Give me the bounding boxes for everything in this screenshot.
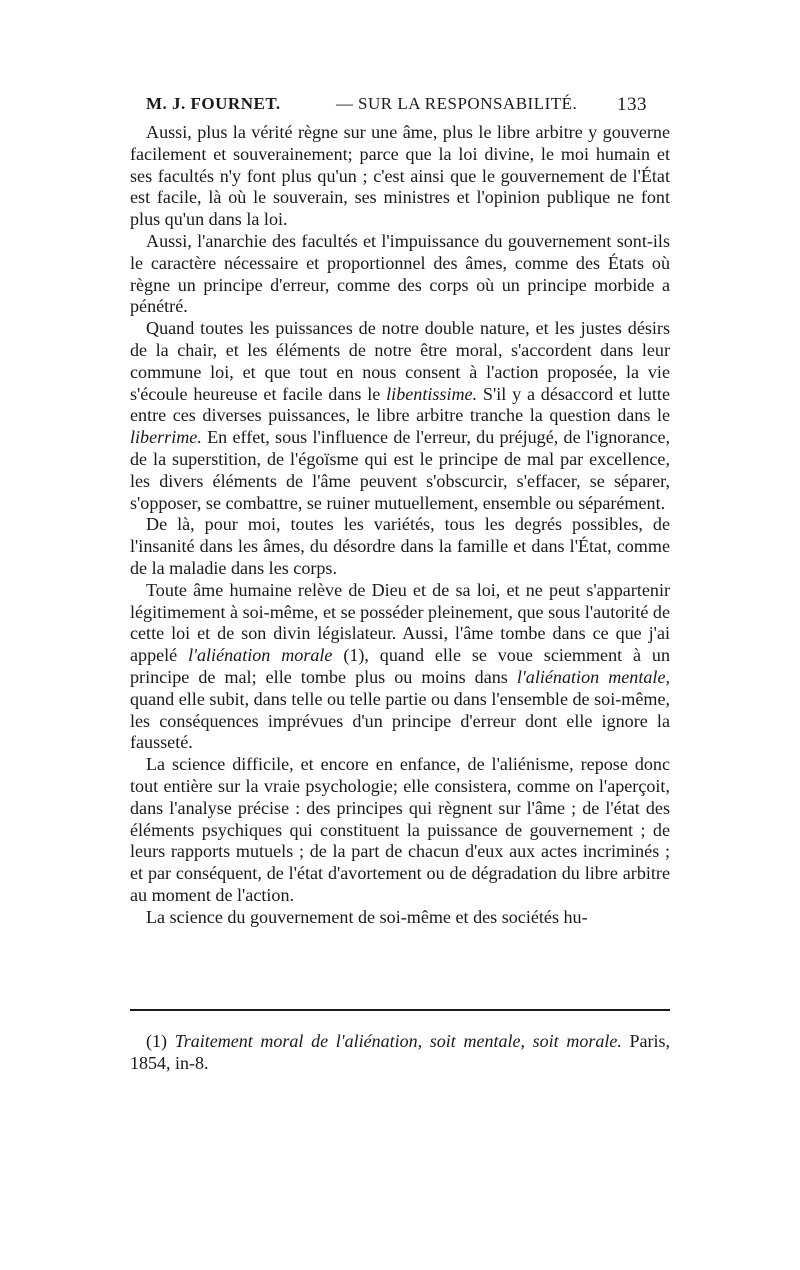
paragraph-text: Aussi, plus la vérité règne sur une âme, plus le libre arbitre y gouverne facilement et souverainement; parce que la loi divine, le moi humain et ses facultés n'y font plus qu'un ; c'est ainsi que le gouvernement de l'État est facile, là où le souverain, ses ministres et l'opinion publique ne font plus qu'un dans la loi. [130,122,670,230]
paragraph-text: quand elle subit, dans telle ou telle partie ou dans l'ensemble de soi-même, les conséquences imprévues d'un principe d'erreur dont elle ignore la fausseté. [130,688,670,753]
paragraph [130,580,670,754]
paragraph-text: Quand toutes les puissances de notre double nature, et les justes désirs de la chair, et les éléments de notre être moral, s'accordent dans leur commune loi, et que tout en nous consent à l'action proposée, la vie s'écoule heureuse et facile dans le [130,318,670,404]
italic-term: liberrime. [130,427,202,448]
header-author: M. J. FOURNET. [146,94,281,113]
running-header [130,94,670,118]
italic-term: l'aliénation mentale, [516,666,671,687]
paragraph [130,907,670,929]
footnote-rule [130,1009,670,1011]
paragraph [130,318,670,514]
footnote-marker: (1) [146,1031,167,1051]
italic-term: l'aliénation morale [188,645,333,666]
paragraph [130,514,670,579]
header-title: SUR LA RESPONSABILITÉ. [358,94,578,113]
paragraph-text: En effet, sous l'influence de l'erreur, du préjugé, de l'ignorance, de la superstition, de l'égoïsme qui est le principe de mal par excellence, les divers éléments de l'âme peuvent s'obscurcir, s'effacer, se séparer, s'opposer, se combattre, se ruiner mutuellement, ensemble ou séparément. [130,427,670,513]
page-number: 133 [617,94,647,115]
paragraph-text: S'il y a désaccord et lutte entre ces diverses puissances, le libre arbitre tranche la question dans le [130,383,670,426]
footnote-text [130,1030,670,1074]
footnote-title: Traitement moral de l'aliénation, soit mentale, soit morale. [174,1031,622,1051]
paragraph [130,231,670,318]
paragraph-text: Aussi, l'anarchie des facultés et l'impuissance du gouvernement sont-ils le caractère nécessaire et proportionnel des âmes, comme des États où règne un principe d'erreur, comme des corps où un principe morbide a pénétré. [130,230,670,317]
footnote [130,1030,670,1074]
body-text [130,122,670,928]
paragraph [130,754,670,907]
paragraph-text: Toute âme humaine relève de Dieu et de sa loi, et ne peut s'appartenir légitimement à soi-même, et se posséder pleinement, que sous l'autorité de cette loi et de son divin législateur. Aussi, l'âme tombe dans ce que j'ai appelé [130,579,670,666]
paragraph-text: (1), quand elle se voue sciemment à un principe de mal; elle tombe plus ou moins dans [130,645,670,687]
header-separator: — [336,94,354,113]
paragraph [130,122,670,231]
italic-term: libentissime. [386,383,478,404]
paragraph-text: La science difficile, et encore en enfance, de l'aliénisme, repose donc tout entière sur la vraie psychologie; elle consistera, comme on l'aperçoit, dans l'analyse précise : des principes qui règnent sur l'âme ; de l'état des éléments psychiques qui constituent la puissance de gouvernement ; de leurs rapports mutuels ; de la part de chacun d'eux aux actes incriminés ; et par conséquent, de l'état d'avortement ou de dégradation du libre arbitre au moment de l'action. [130,754,670,905]
paragraph-text: La science du gouvernement de soi-même et des sociétés hu- [146,906,588,927]
paragraph-text: De là, pour moi, toutes les variétés, tous les degrés possibles, de l'insanité dans les âmes, du désordre dans la famille et dans l'État, comme de la maladie dans les corps. [130,514,670,578]
footnote-rest: Paris, 1854, in-8. [130,1031,671,1073]
